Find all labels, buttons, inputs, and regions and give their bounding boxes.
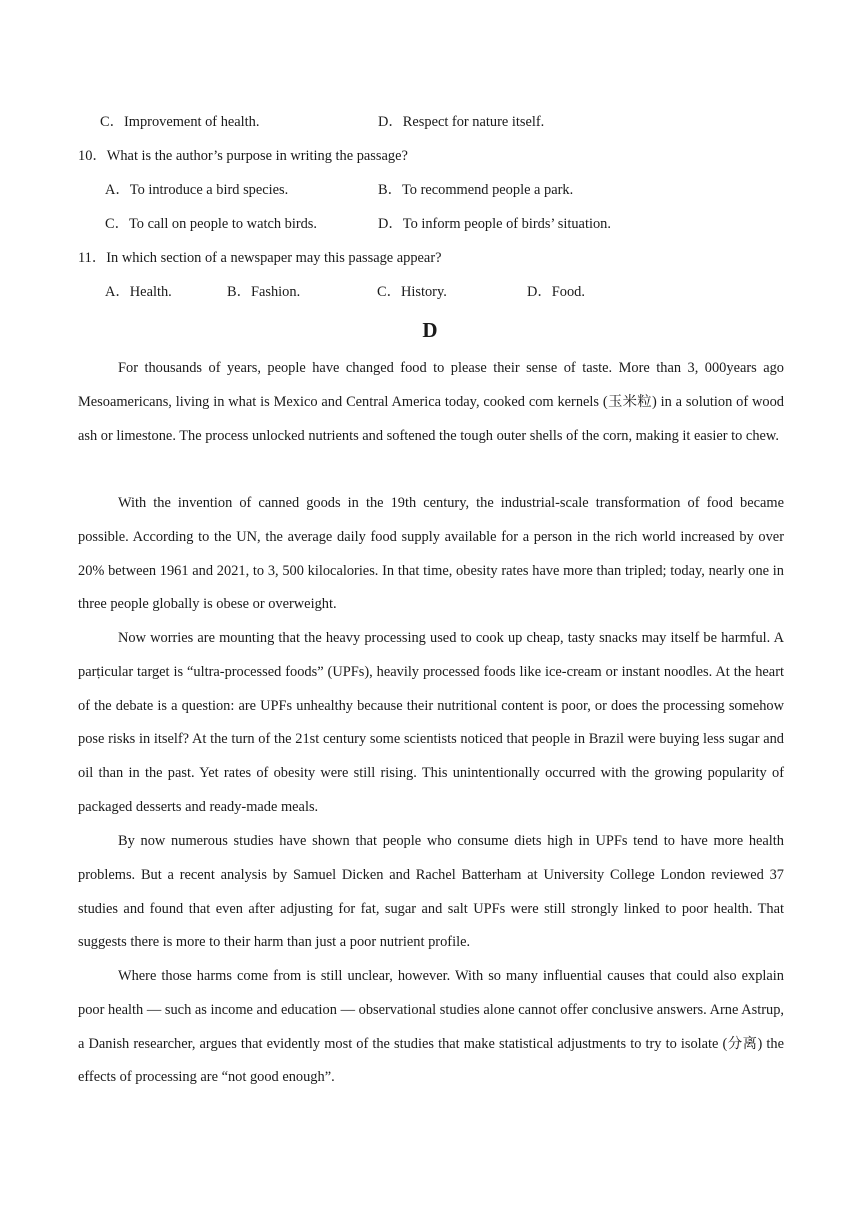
q9-option-c: C．Improvement of health. <box>100 114 260 130</box>
q9-option-d: D．Respect for nature itself. <box>378 114 545 130</box>
q11-option-b: B．Fashion. <box>227 284 301 300</box>
q11-option-d: D．Food. <box>527 284 585 300</box>
passage-paragraph-1: For thousands of years, people have changed food to please their sense of taste. More than 3, 000years ago Mesoamericans, living in what is Mexico and Central America today, cooked com kernels (玉米粒) in a solution of wood ash or limestone. The process unlocked nutrients and softened the tough outer shells of the corn, making it easier to chew. <box>78 360 784 444</box>
q10-option-c: C．To call on people to watch birds. <box>105 216 318 232</box>
passage-paragraph-4: By now numerous studies have shown that people who consume diets high in UPFs tend to have more health problems. But a recent analysis by Samuel Dicken and Rachel Batterham at University College London reviewed 37 studies and found that even after adjusting for fat, sugar and salt UPFs were still strongly linked to poor health. That suggests there is more to their harm than just a poor nutrient profile. <box>78 833 784 951</box>
q11-option-c: C．History. <box>377 284 447 300</box>
q10-option-d: D．To inform people of birds’ situation. <box>378 216 611 232</box>
q10-stem: 10．What is the author’s purpose in writing the passage? <box>78 148 408 164</box>
passage-paragraph-5: Where those harms come from is still unclear, however. With so many influential causes that could also explain poor health — such as income and education — observational studies alone cannot offer conclusive answers. Arne Astrup, a Danish researcher, argues that evidently most of the studies that make statistical adjustments to try to isolate (分离) the effects of processing are “not good enough”. <box>78 968 784 1086</box>
q10-option-b: B．To recommend people a park. <box>378 182 574 198</box>
passage-heading: D <box>422 318 438 342</box>
passage-paragraph-3: Now worries are mounting that the heavy processing used to cook up cheap, tasty snacks may itself be harmful. A parṭicular target is “ultra-processed foods” (UPFs), heavily processed foods like ice-cream or instant noodles. At the heart of the debate is a question: are UPFs unhealthy because their nutritional content is poor, or does the processing somehow pose risks in itself? At the turn of the 21st century some scientists noticed that people in Brazil were buying less sugar and oil than in the past. Yet rates of obesity were still rising. This unintentionally occurred with the growing popularity of packaged desserts and ready-made meals. <box>78 630 784 815</box>
q11-option-a: A．Health. <box>105 284 172 300</box>
q10-option-a: A．To introduce a bird species. <box>105 182 289 198</box>
passage-paragraph-2: With the invention of canned goods in the 19th century, the industrial-scale transformation of food became possible. According to the UN, the average daily food supply available for a person in the rich world increased by over 20% between 1961 and 2021, to 3, 500 kilocalories. In that time, obesity rates have more than tripled; today, nearly one in three people globally is obese or overweight. <box>78 495 784 613</box>
q11-stem: 11．In which section of a newspaper may this passage appear? <box>78 250 442 266</box>
